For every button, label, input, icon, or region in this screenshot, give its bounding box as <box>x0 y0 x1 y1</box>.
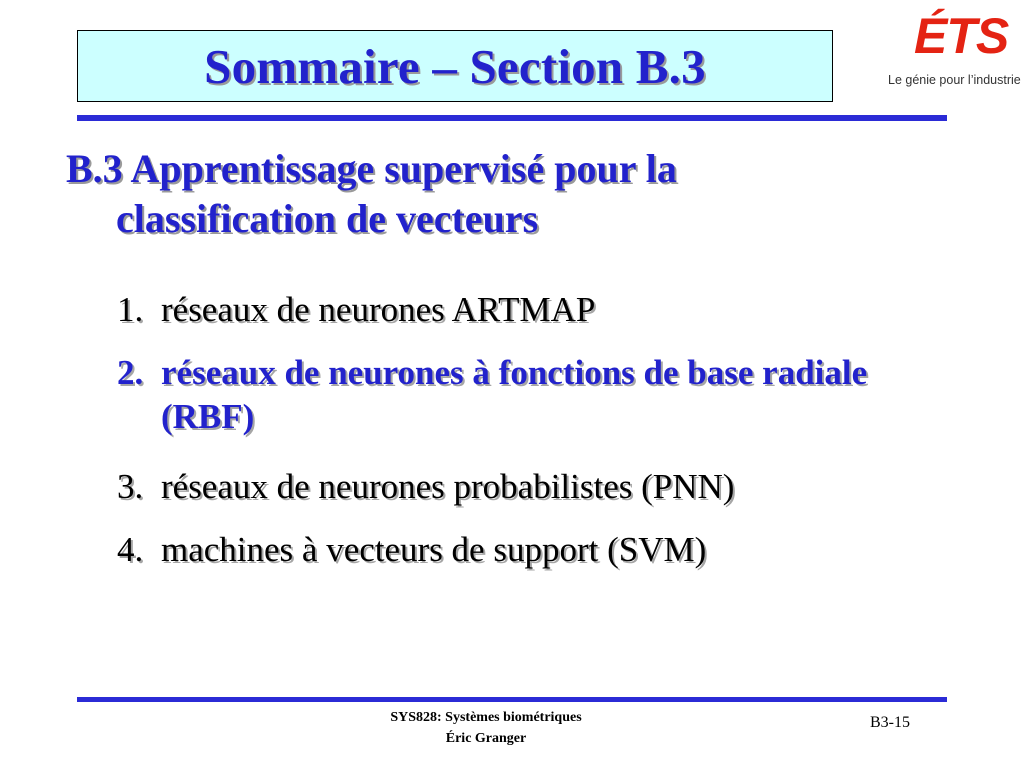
topic-text: réseaux de neurones à fonctions de base radiale (RBF) <box>161 353 868 436</box>
slide-title: Sommaire – Section B.3 <box>204 38 706 94</box>
ets-logo-wordmark: ÉTS <box>914 8 1009 64</box>
topic-item-svm <box>117 528 947 572</box>
topic-text: machines à vecteurs de support (SVM) <box>161 530 707 569</box>
topic-number: 4. <box>117 530 144 569</box>
bottom-divider <box>77 697 947 702</box>
topic-number: 1. <box>117 290 144 329</box>
topic-item-rbf-current <box>117 351 947 439</box>
slide-page-number: B3-15 <box>870 714 910 731</box>
section-heading-line-1: B.3 Apprentissage supervisé pour la <box>66 146 677 191</box>
footer-author: Éric Granger <box>445 731 527 746</box>
footer-course-title: SYS828: Systèmes biométriques <box>390 710 582 725</box>
ets-logo-tagline: Le génie pour l’industrie <box>888 73 1021 87</box>
topic-item-pnn <box>117 465 947 509</box>
topic-text: réseaux de neurones probabilistes (PNN) <box>161 467 735 506</box>
topic-number: 3. <box>117 467 144 506</box>
top-divider <box>77 115 947 121</box>
section-heading-line-2: classification de vecteurs <box>116 196 539 241</box>
footer-course-info <box>312 707 660 749</box>
topic-list <box>117 288 947 591</box>
slide-title-box <box>77 30 833 102</box>
topic-text: réseaux de neurones ARTMAP <box>161 290 596 329</box>
topic-number: 2. <box>117 353 144 392</box>
ets-logo <box>888 6 1020 96</box>
section-heading <box>66 144 946 244</box>
topic-item-artmap <box>117 288 947 332</box>
